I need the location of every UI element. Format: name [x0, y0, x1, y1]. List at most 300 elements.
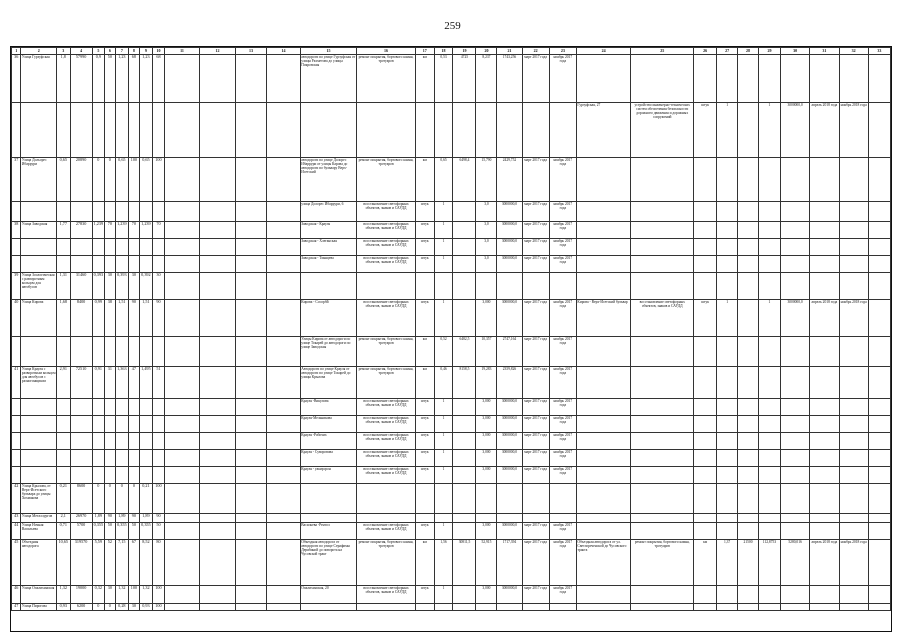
table-cell: ремонт покрытия, бортового камня, тротуаров: [631, 540, 694, 586]
table-cell: [70, 450, 92, 467]
table-cell: [70, 239, 92, 256]
table-cell: 15,790: [476, 158, 497, 202]
table-cell: [758, 239, 780, 256]
column-number: 20: [476, 48, 497, 55]
table-cell: [758, 604, 780, 611]
table-cell: [56, 337, 70, 367]
table-cell: [56, 202, 70, 222]
table-cell: [631, 158, 694, 202]
table-cell: 42: [12, 484, 21, 514]
table-cell: штук: [415, 239, 434, 256]
table-cell: [12, 103, 21, 158]
table-cell: [694, 202, 717, 222]
table-cell: 37: [12, 158, 21, 202]
table-cell: [200, 399, 236, 416]
table-cell: [839, 367, 868, 399]
table-cell: штук: [415, 222, 434, 239]
table-cell: [200, 202, 236, 222]
table-cell: [129, 103, 139, 158]
table-cell: [453, 523, 476, 540]
table-cell: [235, 158, 266, 202]
table-cell: 1,77: [56, 222, 70, 239]
table-cell: [694, 367, 717, 399]
table-cell: ремонт покрытия, бортового камня, тротуаров: [357, 158, 416, 202]
table-cell: км: [415, 158, 434, 202]
table-cell: [115, 256, 129, 273]
table-cell: [576, 484, 630, 514]
table-cell: [115, 239, 129, 256]
table-cell: [780, 399, 809, 416]
table-cell: 100: [153, 604, 165, 611]
table-cell: [164, 222, 200, 239]
table-cell: [153, 256, 165, 273]
table-cell: [717, 467, 738, 484]
table-cell: 2359,826: [497, 367, 522, 399]
table-cell: [810, 586, 839, 604]
table-cell: [21, 433, 57, 450]
table-cell: [129, 450, 139, 467]
table-cell: [839, 399, 868, 416]
table-cell: [357, 273, 416, 300]
table-cell: 3000000,0: [497, 239, 522, 256]
table-cell: 3000000,0: [497, 399, 522, 416]
table-cell: [694, 433, 717, 450]
table-cell: [267, 540, 300, 586]
table-cell: [839, 416, 868, 433]
table-cell: [21, 337, 57, 367]
table-cell: [576, 239, 630, 256]
table-cell: [738, 55, 759, 103]
table-cell: 2,91: [56, 367, 70, 399]
table-cell: ноябрь 2018 года: [839, 540, 868, 586]
table-cell: [758, 416, 780, 433]
table-cell: 0,65: [139, 158, 153, 202]
table-cell: [839, 202, 868, 222]
table-cell: [758, 222, 780, 239]
table-cell: [129, 399, 139, 416]
table-cell: 3,000: [476, 399, 497, 416]
table-row: [12, 467, 891, 484]
table-cell: [522, 514, 549, 523]
table-cell: Крауля - уакирсрон: [300, 467, 357, 484]
table-cell: [453, 484, 476, 514]
table-cell: [267, 433, 300, 450]
table-cell: Объездная автодорога от автодороги по улице Серафимы Дерябиной до поворота на Чусовской тракт: [300, 540, 357, 586]
table-cell: [631, 416, 694, 433]
table-cell: [200, 300, 236, 337]
column-number: 31: [810, 48, 839, 55]
table-cell: [780, 367, 809, 399]
table-cell: [200, 158, 236, 202]
column-number: 8: [129, 48, 139, 55]
table-cell: [717, 273, 738, 300]
table-cell: 1: [758, 103, 780, 158]
table-cell: [810, 523, 839, 540]
table-cell: [164, 399, 200, 416]
table-cell: [738, 337, 759, 367]
table-cell: [92, 416, 105, 433]
table-cell: [810, 202, 839, 222]
table-cell: март 2017 года: [522, 256, 549, 273]
table-cell: 0: [115, 484, 129, 514]
table-cell: [576, 222, 630, 239]
table-cell: 30: [153, 273, 165, 300]
table-cell: [522, 484, 549, 514]
table-cell: [717, 337, 738, 367]
table-row: [12, 523, 891, 540]
table-cell: 7,15: [115, 540, 129, 586]
table-cell: [780, 416, 809, 433]
table-cell: 51: [153, 367, 165, 399]
table-cell: [267, 300, 300, 337]
column-number: 30: [780, 48, 809, 55]
table-row: [12, 399, 891, 416]
table-cell: [631, 337, 694, 367]
table-cell: Крауля -Рабочих: [300, 433, 357, 450]
table-cell: [631, 523, 694, 540]
table-cell: 1,32: [56, 586, 70, 604]
table-cell: 100: [129, 586, 139, 604]
table-cell: [549, 604, 576, 611]
table-cell: 36: [12, 55, 21, 103]
table-cell: апрель 2018 года: [810, 540, 839, 586]
table-cell: [810, 399, 839, 416]
table-cell: [758, 433, 780, 450]
table-cell: [694, 416, 717, 433]
table-cell: [631, 586, 694, 604]
column-number-row: [12, 48, 891, 55]
table-cell: 0,52: [434, 337, 453, 367]
table-cell: 3000000,0: [497, 523, 522, 540]
table-cell: 1: [434, 300, 453, 337]
table-cell: [92, 450, 105, 467]
table-cell: март 2017 года: [522, 337, 549, 367]
table-cell: [153, 467, 165, 484]
table-cell: [105, 450, 115, 467]
table-cell: Заводская - Хлеганская: [300, 239, 357, 256]
table-cell: [810, 484, 839, 514]
table-cell: [357, 514, 416, 523]
table-cell: восстановление светофорных объектов, знаков и САУДД: [357, 416, 416, 433]
table-cell: 1,239: [139, 222, 153, 239]
table-cell: [868, 433, 890, 450]
table-cell: штук: [415, 467, 434, 484]
table-cell: 31460: [70, 273, 92, 300]
table-cell: 0: [92, 158, 105, 202]
table-cell: Крауля-Мельникова: [300, 416, 357, 433]
column-number: 3: [56, 48, 70, 55]
table-cell: [235, 337, 266, 367]
table-cell: [738, 202, 759, 222]
table-cell: 3,000: [476, 523, 497, 540]
table-cell: [839, 604, 868, 611]
table-cell: [70, 433, 92, 450]
table-cell: 1: [434, 586, 453, 604]
table-cell: 1,89: [92, 514, 105, 523]
table-cell: [576, 158, 630, 202]
table-cell: Улица Гурзуфская: [21, 55, 57, 103]
table-cell: 1: [717, 103, 738, 158]
table-cell: Гурзуфская, 27: [576, 103, 630, 158]
table-cell: 8600: [70, 484, 92, 514]
table-cell: 100: [153, 586, 165, 604]
table-cell: 0: [105, 484, 115, 514]
table-row: [12, 222, 891, 239]
table-cell: [810, 256, 839, 273]
table-cell: [139, 239, 153, 256]
table-cell: 27830: [70, 222, 92, 239]
table-cell: 3000000,0: [497, 202, 522, 222]
table-cell: [694, 514, 717, 523]
table-cell: [235, 239, 266, 256]
table-cell: [21, 256, 57, 273]
table-cell: [105, 399, 115, 416]
table-cell: [56, 450, 70, 467]
table-cell: ноябрь 2017 года: [549, 337, 576, 367]
table-cell: [164, 202, 200, 222]
table-cell: 1717,394: [497, 540, 522, 586]
table-cell: [576, 416, 630, 433]
table-cell: 10,357: [476, 337, 497, 367]
table-cell: [267, 523, 300, 540]
table-cell: [56, 239, 70, 256]
table-cell: март 2017 года: [522, 300, 549, 337]
table-cell: [164, 523, 200, 540]
table-cell: 1,32: [139, 586, 153, 604]
table-cell: [70, 103, 92, 158]
table-cell: [758, 158, 780, 202]
table-cell: [576, 367, 630, 399]
table-cell: [780, 256, 809, 273]
table-cell: Улица Крауля с разворотным кольцом для автобусов с разногонщиком: [21, 367, 57, 399]
table-cell: [434, 273, 453, 300]
column-number: 19: [453, 48, 476, 55]
column-number: 32: [839, 48, 868, 55]
table-cell: 1: [434, 433, 453, 450]
table-cell: восстановление светофорных объектов, знаков и САУДД: [357, 523, 416, 540]
table-cell: [576, 202, 630, 222]
table-cell: март 2017 года: [522, 367, 549, 399]
table-row: [12, 300, 891, 337]
table-cell: [92, 202, 105, 222]
table-cell: [738, 103, 759, 158]
table-cell: [200, 222, 236, 239]
column-number: 17: [415, 48, 434, 55]
table-cell: [235, 523, 266, 540]
table-cell: 8400: [70, 300, 92, 337]
table-cell: 90: [105, 514, 115, 523]
table-cell: [267, 484, 300, 514]
table-cell: [453, 256, 476, 273]
table-row: [12, 103, 891, 158]
table-cell: [200, 433, 236, 450]
table-cell: [868, 273, 890, 300]
table-cell: [235, 103, 266, 158]
table-cell: [549, 514, 576, 523]
table-cell: [576, 604, 630, 611]
table-cell: 8,52: [139, 540, 153, 586]
table-cell: [115, 202, 129, 222]
table-cell: 39: [12, 273, 21, 300]
table-cell: [129, 239, 139, 256]
table-cell: [738, 586, 759, 604]
table-cell: 57990: [70, 55, 92, 103]
table-cell: 3,0: [476, 202, 497, 222]
table-cell: [200, 514, 236, 523]
table-cell: Улица Металлургов: [21, 514, 57, 523]
table-cell: [267, 55, 300, 103]
column-number: 14: [267, 48, 300, 55]
table-cell: [717, 433, 738, 450]
table-cell: [694, 450, 717, 467]
table-cell: 0,21: [139, 484, 153, 514]
column-number: 27: [717, 48, 738, 55]
table-cell: [868, 202, 890, 222]
table-cell: [868, 337, 890, 367]
table-cell: [200, 586, 236, 604]
table-row: [12, 416, 891, 433]
table-cell: [357, 103, 416, 158]
table-cell: [738, 399, 759, 416]
table-cell: 44: [12, 523, 21, 540]
table-cell: 2429,752: [497, 158, 522, 202]
table-row: [12, 484, 891, 514]
table-cell: [738, 523, 759, 540]
table-cell: [694, 523, 717, 540]
table-cell: [164, 604, 200, 611]
table-cell: 3000000,0: [497, 222, 522, 239]
table-cell: восстановление светофорных объектов, знаков и САУДД: [357, 239, 416, 256]
table-cell: Объездная автодорога: [21, 540, 57, 586]
table-row: [12, 450, 891, 467]
table-row: [12, 604, 891, 611]
table-cell: [694, 467, 717, 484]
table-cell: [631, 256, 694, 273]
table-cell: [139, 202, 153, 222]
table-cell: штук: [415, 399, 434, 416]
table-cell: 3,000: [476, 300, 497, 337]
table-cell: 1,23: [139, 55, 153, 103]
table-cell: [12, 433, 21, 450]
table-cell: март 2017 года: [522, 399, 549, 416]
table-cell: [717, 586, 738, 604]
table-cell: [267, 416, 300, 433]
table-cell: [235, 514, 266, 523]
column-number: 11: [164, 48, 200, 55]
table-cell: Улица Ночная Васильева: [21, 523, 57, 540]
table-cell: [235, 399, 266, 416]
table-cell: [139, 433, 153, 450]
table-cell: восстановление светофорных объектов, знаков и САУДД: [357, 399, 416, 416]
table-cell: 0,355: [115, 523, 129, 540]
table-cell: [549, 273, 576, 300]
table-cell: [200, 450, 236, 467]
table-cell: [56, 399, 70, 416]
table-cell: км: [415, 55, 434, 103]
table-cell: 3,0: [476, 256, 497, 273]
table-cell: 100: [153, 484, 165, 514]
table-cell: Заводская - Крауля: [300, 222, 357, 239]
table-cell: [694, 586, 717, 604]
table-cell: [164, 273, 200, 300]
table-cell: [631, 433, 694, 450]
table-cell: [717, 158, 738, 202]
table-cell: [694, 158, 717, 202]
table-cell: 21500: [738, 540, 759, 586]
table-cell: [839, 467, 868, 484]
table-cell: [300, 604, 357, 611]
table-cell: [576, 273, 630, 300]
table-cell: [497, 484, 522, 514]
table-cell: [631, 367, 694, 399]
table-cell: Крауля - Суворовова: [300, 450, 357, 467]
table-cell: 0,65: [56, 158, 70, 202]
table-cell: [300, 514, 357, 523]
table-cell: [694, 55, 717, 103]
table-cell: [164, 450, 200, 467]
table-cell: [453, 202, 476, 222]
table-cell: [153, 202, 165, 222]
table-cell: [200, 484, 236, 514]
table-cell: [868, 484, 890, 514]
table-cell: [717, 222, 738, 239]
table-cell: ноябрь 2017 года: [549, 416, 576, 433]
table-cell: [357, 604, 416, 611]
table-cell: [839, 222, 868, 239]
table-cell: [780, 158, 809, 202]
table-cell: [738, 514, 759, 523]
table-cell: [56, 416, 70, 433]
table-cell: [164, 540, 200, 586]
table-cell: восстановление светофорных объектов, знаков и САУДД: [357, 467, 416, 484]
column-number: 26: [694, 48, 717, 55]
table-cell: [21, 450, 57, 467]
table-cell: [164, 239, 200, 256]
table-cell: [129, 467, 139, 484]
table-cell: [267, 256, 300, 273]
table-cell: ноябрь 2018 года: [839, 300, 868, 337]
table-cell: 45: [12, 540, 21, 586]
table-cell: восстановление светофорных объектов, знаков и САУДД: [357, 450, 416, 467]
table-cell: [758, 484, 780, 514]
table-cell: [415, 604, 434, 611]
table-cell: 5280,016: [780, 540, 809, 586]
table-cell: [576, 450, 630, 467]
table-cell: [12, 450, 21, 467]
table-cell: [476, 103, 497, 158]
table-row: [12, 158, 891, 202]
table-cell: [129, 256, 139, 273]
table-cell: [576, 433, 630, 450]
column-number: 18: [434, 48, 453, 55]
table-row: [12, 256, 891, 273]
table-cell: [738, 158, 759, 202]
table-cell: [92, 239, 105, 256]
table-cell: ноябрь 2017 года: [549, 300, 576, 337]
table-cell: 3,000: [476, 467, 497, 484]
table-cell: Объездная автодорога от ул. Светлореченской до Чусовского тракта: [576, 540, 630, 586]
table-cell: 40: [12, 300, 21, 337]
table-cell: [453, 450, 476, 467]
table-cell: [267, 586, 300, 604]
table-cell: [357, 484, 416, 514]
table-cell: 3000000,0: [497, 300, 522, 337]
table-cell: [717, 399, 738, 416]
table-cell: [758, 273, 780, 300]
table-cell: [300, 103, 357, 158]
table-cell: 1: [434, 416, 453, 433]
table-cell: 67: [129, 540, 139, 586]
